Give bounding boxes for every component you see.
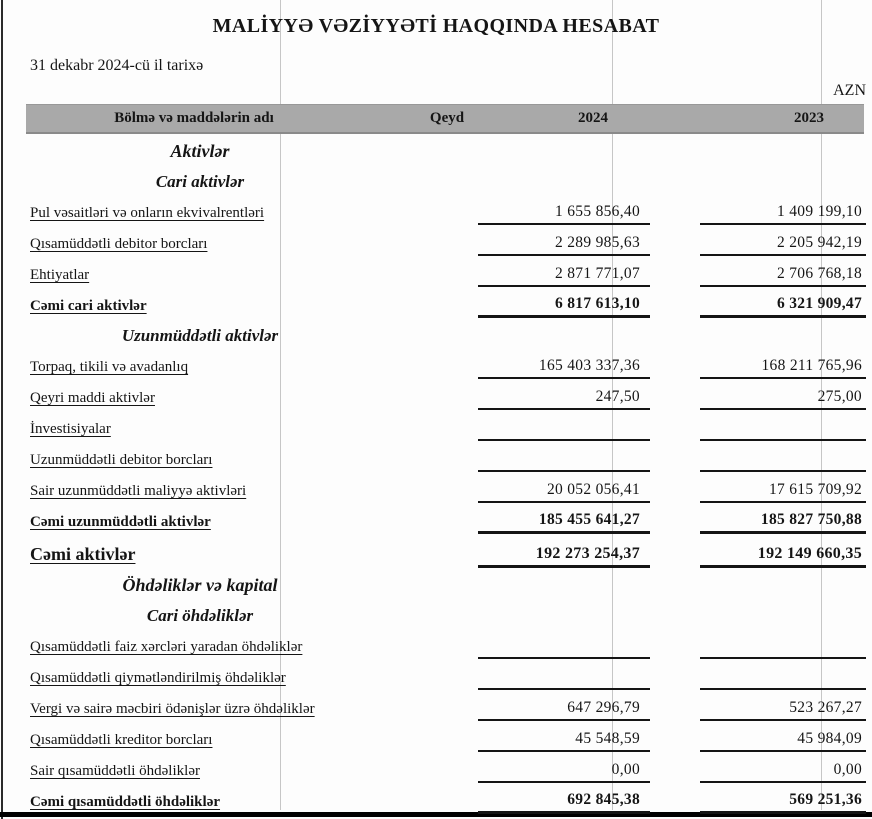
- value-2023: [700, 437, 866, 472]
- value-2023: 0,00: [700, 748, 866, 783]
- value-2024: 20 052 056,41: [478, 468, 650, 503]
- value-2023: 2 706 768,18: [700, 252, 866, 287]
- value-2023: 569 251,36: [700, 778, 866, 814]
- header-name-column: Bölmə və maddələrin adı: [114, 110, 274, 126]
- value-2024: [478, 655, 650, 690]
- row-label: Sair uzunmüddətli maliyyə aktivləri: [30, 483, 247, 499]
- row-label: Qısamüddətli faiz xərcləri yaradan öhdəliklər: [30, 639, 303, 655]
- row-label: Qısamüddətli debitor borcları: [30, 236, 208, 252]
- row-label: İnvestisiyalar: [30, 421, 111, 437]
- header-2024-column: 2024: [578, 110, 608, 126]
- currency-label: AZN: [833, 82, 866, 99]
- header-note-column: Qeyd: [429, 110, 465, 126]
- value-2023: 523 267,27: [700, 686, 866, 721]
- value-2023: [700, 655, 866, 690]
- value-2024: 1 655 856,40: [478, 190, 650, 225]
- table-row: [0, 783, 872, 814]
- value-2023: 1 409 199,10: [700, 190, 866, 225]
- section-heading-row: [0, 568, 872, 598]
- value-2024: 185 455 641,27: [478, 498, 650, 534]
- value-2024: [478, 437, 650, 472]
- value-2024: 0,00: [478, 748, 650, 783]
- value-2023: [700, 406, 866, 441]
- value-2023: 17 615 709,92: [700, 468, 866, 503]
- value-2023: 192 149 660,35: [700, 529, 866, 568]
- value-2023: 185 827 750,88: [700, 498, 866, 534]
- statement-rows: [0, 134, 872, 814]
- value-2023: 2 205 942,19: [700, 221, 866, 256]
- value-2023: 45 984,09: [700, 717, 866, 752]
- value-2023: 275,00: [700, 375, 866, 410]
- value-2024: 692 845,38: [478, 778, 650, 814]
- value-2023: 168 211 765,96: [700, 344, 866, 379]
- section-heading: Cari öhdəliklər: [146, 606, 254, 625]
- row-label: Ehtiyatlar: [30, 267, 90, 283]
- value-2024: 192 273 254,37: [478, 529, 650, 568]
- row-label: Cəmi cari aktivlər: [30, 298, 147, 314]
- section-heading-row: [0, 134, 872, 164]
- row-label: Qeyri maddi aktivlər: [30, 390, 155, 406]
- header-2023-column: 2023: [794, 110, 824, 126]
- table-header-bar: [26, 104, 864, 134]
- row-label: Vergi və sairə məcbiri ödənişlər üzrə öhdəliklər: [30, 701, 315, 717]
- page-title: MALİYYƏ VƏZİYYƏTİ HAQQINDA HESABAT: [212, 15, 660, 37]
- row-label: Uzunmüddətli debitor borcları: [30, 452, 213, 468]
- row-label: Qısamüddətli qiymətləndirilmiş öhdəliklər: [30, 670, 286, 686]
- value-2024: 2 871 771,07: [478, 252, 650, 287]
- value-2024: 2 289 985,63: [478, 221, 650, 256]
- value-2024: 247,50: [478, 375, 650, 410]
- row-label: Cəmi uzunmüddətli aktivlər: [30, 514, 211, 530]
- value-2024: [478, 624, 650, 659]
- section-heading: Cari aktivlər: [155, 172, 245, 191]
- row-label: Sair qısamüddətli öhdəliklər: [30, 763, 200, 779]
- row-label: Cəmi aktivlər: [30, 544, 136, 564]
- section-heading: Öhdəliklər və kapital: [122, 575, 278, 595]
- row-label: Pul vəsaitləri və onların ekvivalrentləri: [30, 205, 265, 221]
- report-date: 31 dekabr 2024-cü il tarixə: [30, 57, 204, 74]
- value-2024: 45 548,59: [478, 717, 650, 752]
- row-label: Qısamüddətli kreditor borcları: [30, 732, 213, 748]
- value-2024: 647 296,79: [478, 686, 650, 721]
- value-2024: 165 403 337,36: [478, 344, 650, 379]
- table-row: [0, 534, 872, 568]
- row-label: Torpaq, tikili və avadanlıq: [30, 359, 189, 375]
- section-heading: Uzunmüddətli aktivlər: [121, 326, 279, 345]
- value-2023: 6 321 909,47: [700, 282, 866, 318]
- section-heading: Aktivlər: [170, 141, 230, 161]
- row-label: Cəmi qısamüddətli öhdəliklər: [30, 794, 221, 810]
- table-row: [0, 287, 872, 318]
- value-2024: 6 817 613,10: [478, 282, 650, 318]
- value-2024: [478, 406, 650, 441]
- value-2023: [700, 624, 866, 659]
